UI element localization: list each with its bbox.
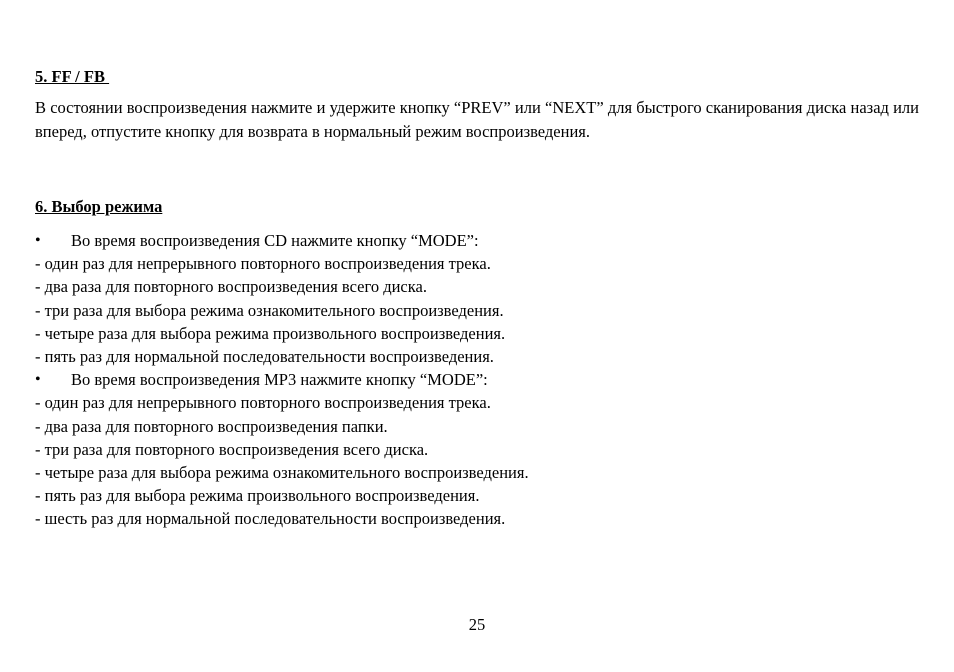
cd-mode-intro: Во время воспроизведения CD нажмите кнопку “MODE”:	[71, 231, 479, 250]
mp3-mode-bullet	[35, 368, 919, 391]
list-item: - один раз для непрерывного повторного воспроизведения трека.	[35, 254, 491, 274]
list-item: - два раза для повторного воспроизведения папки.	[35, 416, 388, 436]
section-5-heading: 5. FF / FB	[35, 67, 110, 86]
list-item: - четыре раза для выбора режима ознакомительного воспроизведения.	[35, 462, 529, 482]
list-item: - один раз для непрерывного повторного воспроизведения трека.	[35, 393, 491, 413]
bullet-icon: •	[35, 232, 41, 249]
list-item: - два раза для повторного воспроизведения всего диска.	[35, 277, 427, 297]
list-item: - пять раз для нормальной последовательности воспроизведения.	[35, 346, 494, 366]
section-6-heading: 6. Выбор режима	[35, 197, 163, 216]
mp3-mode-intro: Во время воспроизведения MP3 нажмите кнопку “MODE”:	[71, 370, 488, 390]
cd-mode-bullet	[35, 229, 919, 252]
mode-instructions-list	[35, 229, 919, 530]
section-5-paragraph: В состоянии воспроизведения нажмите и удержите кнопку “PREV” или “NEXT” для быстрого сканирования диска назад или вперед, отпустите кнопку для возврата в нормальный режим воспроизведения.	[35, 98, 919, 141]
document-page	[35, 0, 919, 672]
bullet-icon: •	[35, 371, 41, 389]
list-item: - три раза для повторного воспроизведения всего диска.	[35, 439, 429, 459]
list-item: - три раза для выбора режима ознакомительного воспроизведения.	[35, 300, 504, 320]
list-item: - пять раз для выбора режима произвольного воспроизведения.	[35, 486, 480, 506]
list-item: - четыре раза для выбора режима произвольного воспроизведения.	[35, 323, 506, 343]
list-item: - шесть раз для нормальной последовательности воспроизведения.	[35, 509, 506, 529]
page-number: 25	[468, 615, 486, 634]
